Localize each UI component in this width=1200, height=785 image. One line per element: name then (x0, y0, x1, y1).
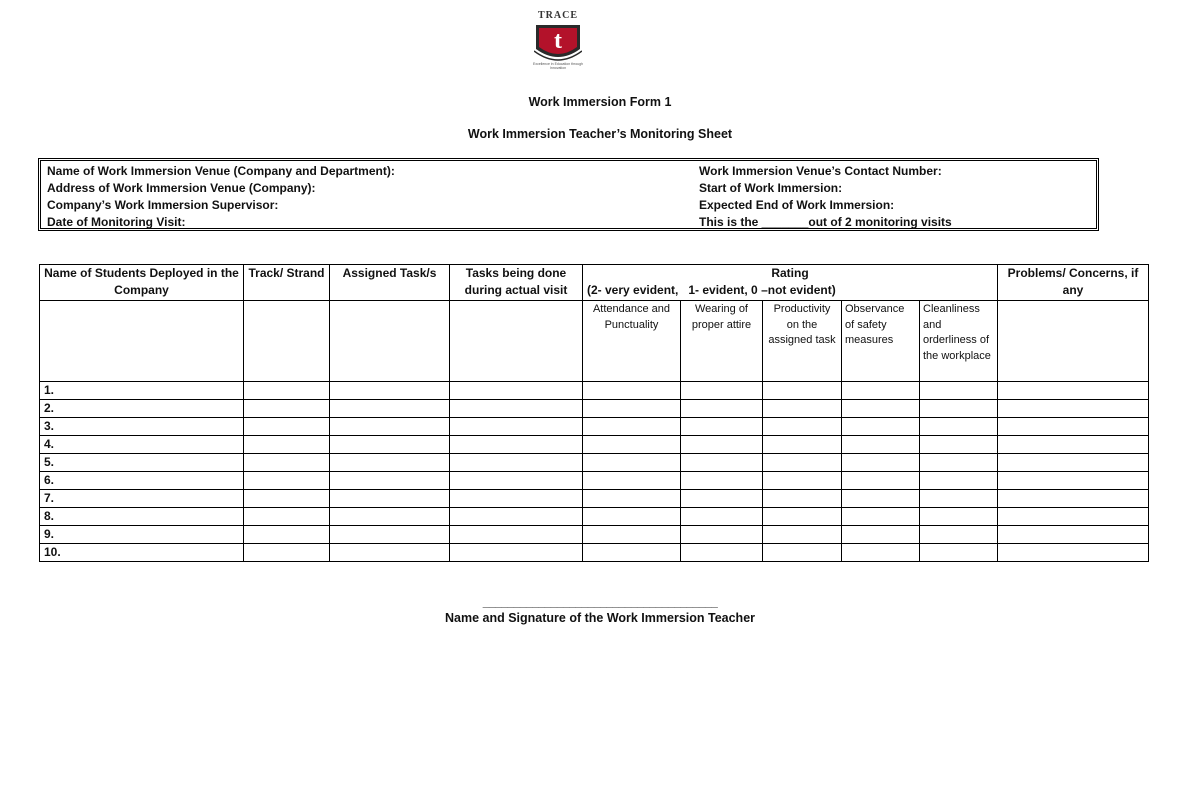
table-row (40, 472, 1149, 490)
header-rating (583, 265, 998, 301)
venue-name-field[interactable]: Name of Work Immersion Venue (Company and Department): (47, 164, 395, 178)
table-cell[interactable] (244, 490, 330, 508)
table-cell[interactable] (583, 454, 681, 472)
table-cell[interactable] (681, 436, 763, 454)
signature-line[interactable]: ______________________________________ (482, 595, 718, 609)
row-number[interactable]: 6. (40, 472, 244, 490)
form-title: Work Immersion Form 1 (528, 95, 672, 109)
table-cell[interactable] (583, 490, 681, 508)
criterion-cleanliness: Cleanliness and orderliness of the workplace (920, 301, 998, 382)
table-cell[interactable] (842, 400, 920, 418)
table-cell[interactable] (763, 454, 842, 472)
table-cell[interactable] (681, 490, 763, 508)
table-cell[interactable] (450, 436, 583, 454)
table-row (40, 526, 1149, 544)
table-cell[interactable] (998, 382, 1149, 400)
row-number[interactable]: 8. (40, 508, 244, 526)
table-cell[interactable] (920, 454, 998, 472)
table-cell[interactable] (842, 436, 920, 454)
table-cell[interactable] (330, 454, 450, 472)
table-cell[interactable] (681, 400, 763, 418)
table-cell[interactable] (450, 454, 583, 472)
table-cell[interactable] (450, 490, 583, 508)
table-cell[interactable] (583, 436, 681, 454)
table-cell[interactable] (681, 508, 763, 526)
table-cell[interactable] (330, 400, 450, 418)
table-cell[interactable] (681, 382, 763, 400)
criteria-blank-cell (330, 301, 450, 382)
criterion-attire: Wearing of proper attire (681, 301, 763, 382)
table-cell[interactable] (450, 400, 583, 418)
venue-info-left-column (47, 163, 395, 231)
criteria-blank-cell (450, 301, 583, 382)
table-cell[interactable] (920, 436, 998, 454)
table-cell[interactable] (998, 544, 1149, 562)
table-cell[interactable] (763, 472, 842, 490)
table-cell[interactable] (920, 490, 998, 508)
table-cell[interactable] (920, 544, 998, 562)
table-cell[interactable] (920, 400, 998, 418)
table-cell[interactable] (681, 418, 763, 436)
logo-brand-text: TRACE (537, 10, 578, 21)
table-cell[interactable] (763, 400, 842, 418)
table-cell[interactable] (998, 436, 1149, 454)
table-cell[interactable] (450, 508, 583, 526)
table-cell[interactable] (583, 400, 681, 418)
contact-number-field[interactable]: Work Immersion Venue’s Contact Number: (699, 164, 942, 178)
row-number[interactable]: 4. (40, 436, 244, 454)
table-cell[interactable] (920, 526, 998, 544)
table-cell[interactable] (244, 418, 330, 436)
criterion-productivity: Productivity on the assigned task (763, 301, 842, 382)
table-cell[interactable] (244, 436, 330, 454)
table-cell[interactable] (763, 544, 842, 562)
table-cell[interactable] (681, 454, 763, 472)
table-cell[interactable] (998, 454, 1149, 472)
row-number[interactable]: 2. (40, 400, 244, 418)
criterion-safety: Observance of safety measures (842, 301, 920, 382)
table-cell[interactable] (842, 418, 920, 436)
table-row (40, 454, 1149, 472)
table-cell[interactable] (583, 544, 681, 562)
table-cell[interactable] (920, 418, 998, 436)
table-cell[interactable] (681, 472, 763, 490)
table-cell[interactable] (244, 454, 330, 472)
header-problems: Problems/ Concerns, if any (998, 265, 1149, 301)
table-cell[interactable] (763, 526, 842, 544)
venue-info-box (38, 158, 1099, 231)
table-cell[interactable] (583, 382, 681, 400)
table-cell[interactable] (998, 526, 1149, 544)
table-cell[interactable] (244, 508, 330, 526)
row-number[interactable]: 1. (40, 382, 244, 400)
monitoring-date-field[interactable]: Date of Monitoring Visit: (47, 215, 186, 229)
table-cell[interactable] (244, 526, 330, 544)
table-row (40, 400, 1149, 418)
logo-letter: t (554, 28, 562, 54)
supervisor-field[interactable]: Company’s Work Immersion Supervisor: (47, 198, 279, 212)
table-cell[interactable] (842, 382, 920, 400)
monitoring-table (39, 264, 1149, 562)
row-number[interactable]: 10. (40, 544, 244, 562)
table-cell[interactable] (920, 472, 998, 490)
table-row (40, 382, 1149, 400)
table-cell[interactable] (330, 526, 450, 544)
rating-title: Rating (771, 266, 809, 280)
table-cell[interactable] (842, 490, 920, 508)
table-row (40, 544, 1149, 562)
criteria-blank-cell (40, 301, 244, 382)
row-number[interactable]: 5. (40, 454, 244, 472)
end-date-field[interactable]: Expected End of Work Immersion: (699, 198, 895, 212)
table-cell[interactable] (763, 418, 842, 436)
table-cell[interactable] (330, 436, 450, 454)
logo-emblem-icon (534, 21, 582, 63)
venue-info-right-column (699, 163, 952, 231)
table-cell[interactable] (998, 508, 1149, 526)
table-row (40, 418, 1149, 436)
table-cell[interactable] (998, 490, 1149, 508)
table-cell[interactable] (920, 508, 998, 526)
header-assigned-tasks: Assigned Task/s (330, 265, 450, 301)
table-cell[interactable] (450, 526, 583, 544)
table-cell[interactable] (330, 418, 450, 436)
criteria-blank-cell (244, 301, 330, 382)
table-cell[interactable] (244, 382, 330, 400)
table-cell[interactable] (583, 418, 681, 436)
row-number[interactable]: 3. (40, 418, 244, 436)
table-cell[interactable] (583, 508, 681, 526)
table-row (40, 508, 1149, 526)
table-cell[interactable] (763, 490, 842, 508)
table-cell[interactable] (842, 526, 920, 544)
table-cell[interactable] (450, 418, 583, 436)
table-cell[interactable] (244, 400, 330, 418)
row-number[interactable]: 7. (40, 490, 244, 508)
table-header-row (40, 265, 1149, 301)
table-cell[interactable] (998, 472, 1149, 490)
table-cell[interactable] (842, 454, 920, 472)
school-logo (530, 10, 586, 72)
venue-address-field[interactable]: Address of Work Immersion Venue (Company): (47, 181, 316, 195)
table-cell[interactable] (244, 544, 330, 562)
table-cell[interactable] (842, 472, 920, 490)
header-track: Track/ Strand (244, 265, 330, 301)
table-cell[interactable] (998, 418, 1149, 436)
logo-motto: Excellence in Education through Innovation (532, 62, 583, 70)
row-number[interactable]: 9. (40, 526, 244, 544)
table-cell[interactable] (330, 382, 450, 400)
sheet-title: Work Immersion Teacher’s Monitoring Sheet (467, 127, 733, 141)
table-cell[interactable] (450, 544, 583, 562)
header-tasks-done: Tasks being done during actual visit (450, 265, 583, 301)
table-cell[interactable] (330, 508, 450, 526)
table-cell[interactable] (920, 382, 998, 400)
table-cell[interactable] (763, 382, 842, 400)
criteria-blank-cell (998, 301, 1149, 382)
start-date-field[interactable]: Start of Work Immersion: (699, 181, 843, 195)
table-cell[interactable] (330, 544, 450, 562)
table-cell[interactable] (330, 472, 450, 490)
table-cell[interactable] (450, 382, 583, 400)
rating-scale: (2- very evident, 1- evident, 0 –not evident) (587, 283, 836, 297)
table-cell[interactable] (681, 526, 763, 544)
criteria-row (40, 301, 1149, 382)
table-cell[interactable] (583, 472, 681, 490)
table-cell[interactable] (450, 472, 583, 490)
table-row (40, 490, 1149, 508)
signature-label: Name and Signature of the Work Immersion Teacher (444, 611, 756, 625)
visit-count-field[interactable]: This is the _______out of 2 monitoring visits (699, 215, 952, 229)
table-cell[interactable] (842, 544, 920, 562)
table-cell[interactable] (763, 436, 842, 454)
table-cell[interactable] (583, 526, 681, 544)
criterion-attendance: Attendance and Punctuality (583, 301, 681, 382)
table-cell[interactable] (763, 508, 842, 526)
header-students: Name of Students Deployed in the Company (40, 265, 244, 301)
table-cell[interactable] (681, 544, 763, 562)
table-cell[interactable] (842, 508, 920, 526)
table-cell[interactable] (330, 490, 450, 508)
table-cell[interactable] (998, 400, 1149, 418)
table-cell[interactable] (244, 472, 330, 490)
table-row (40, 436, 1149, 454)
